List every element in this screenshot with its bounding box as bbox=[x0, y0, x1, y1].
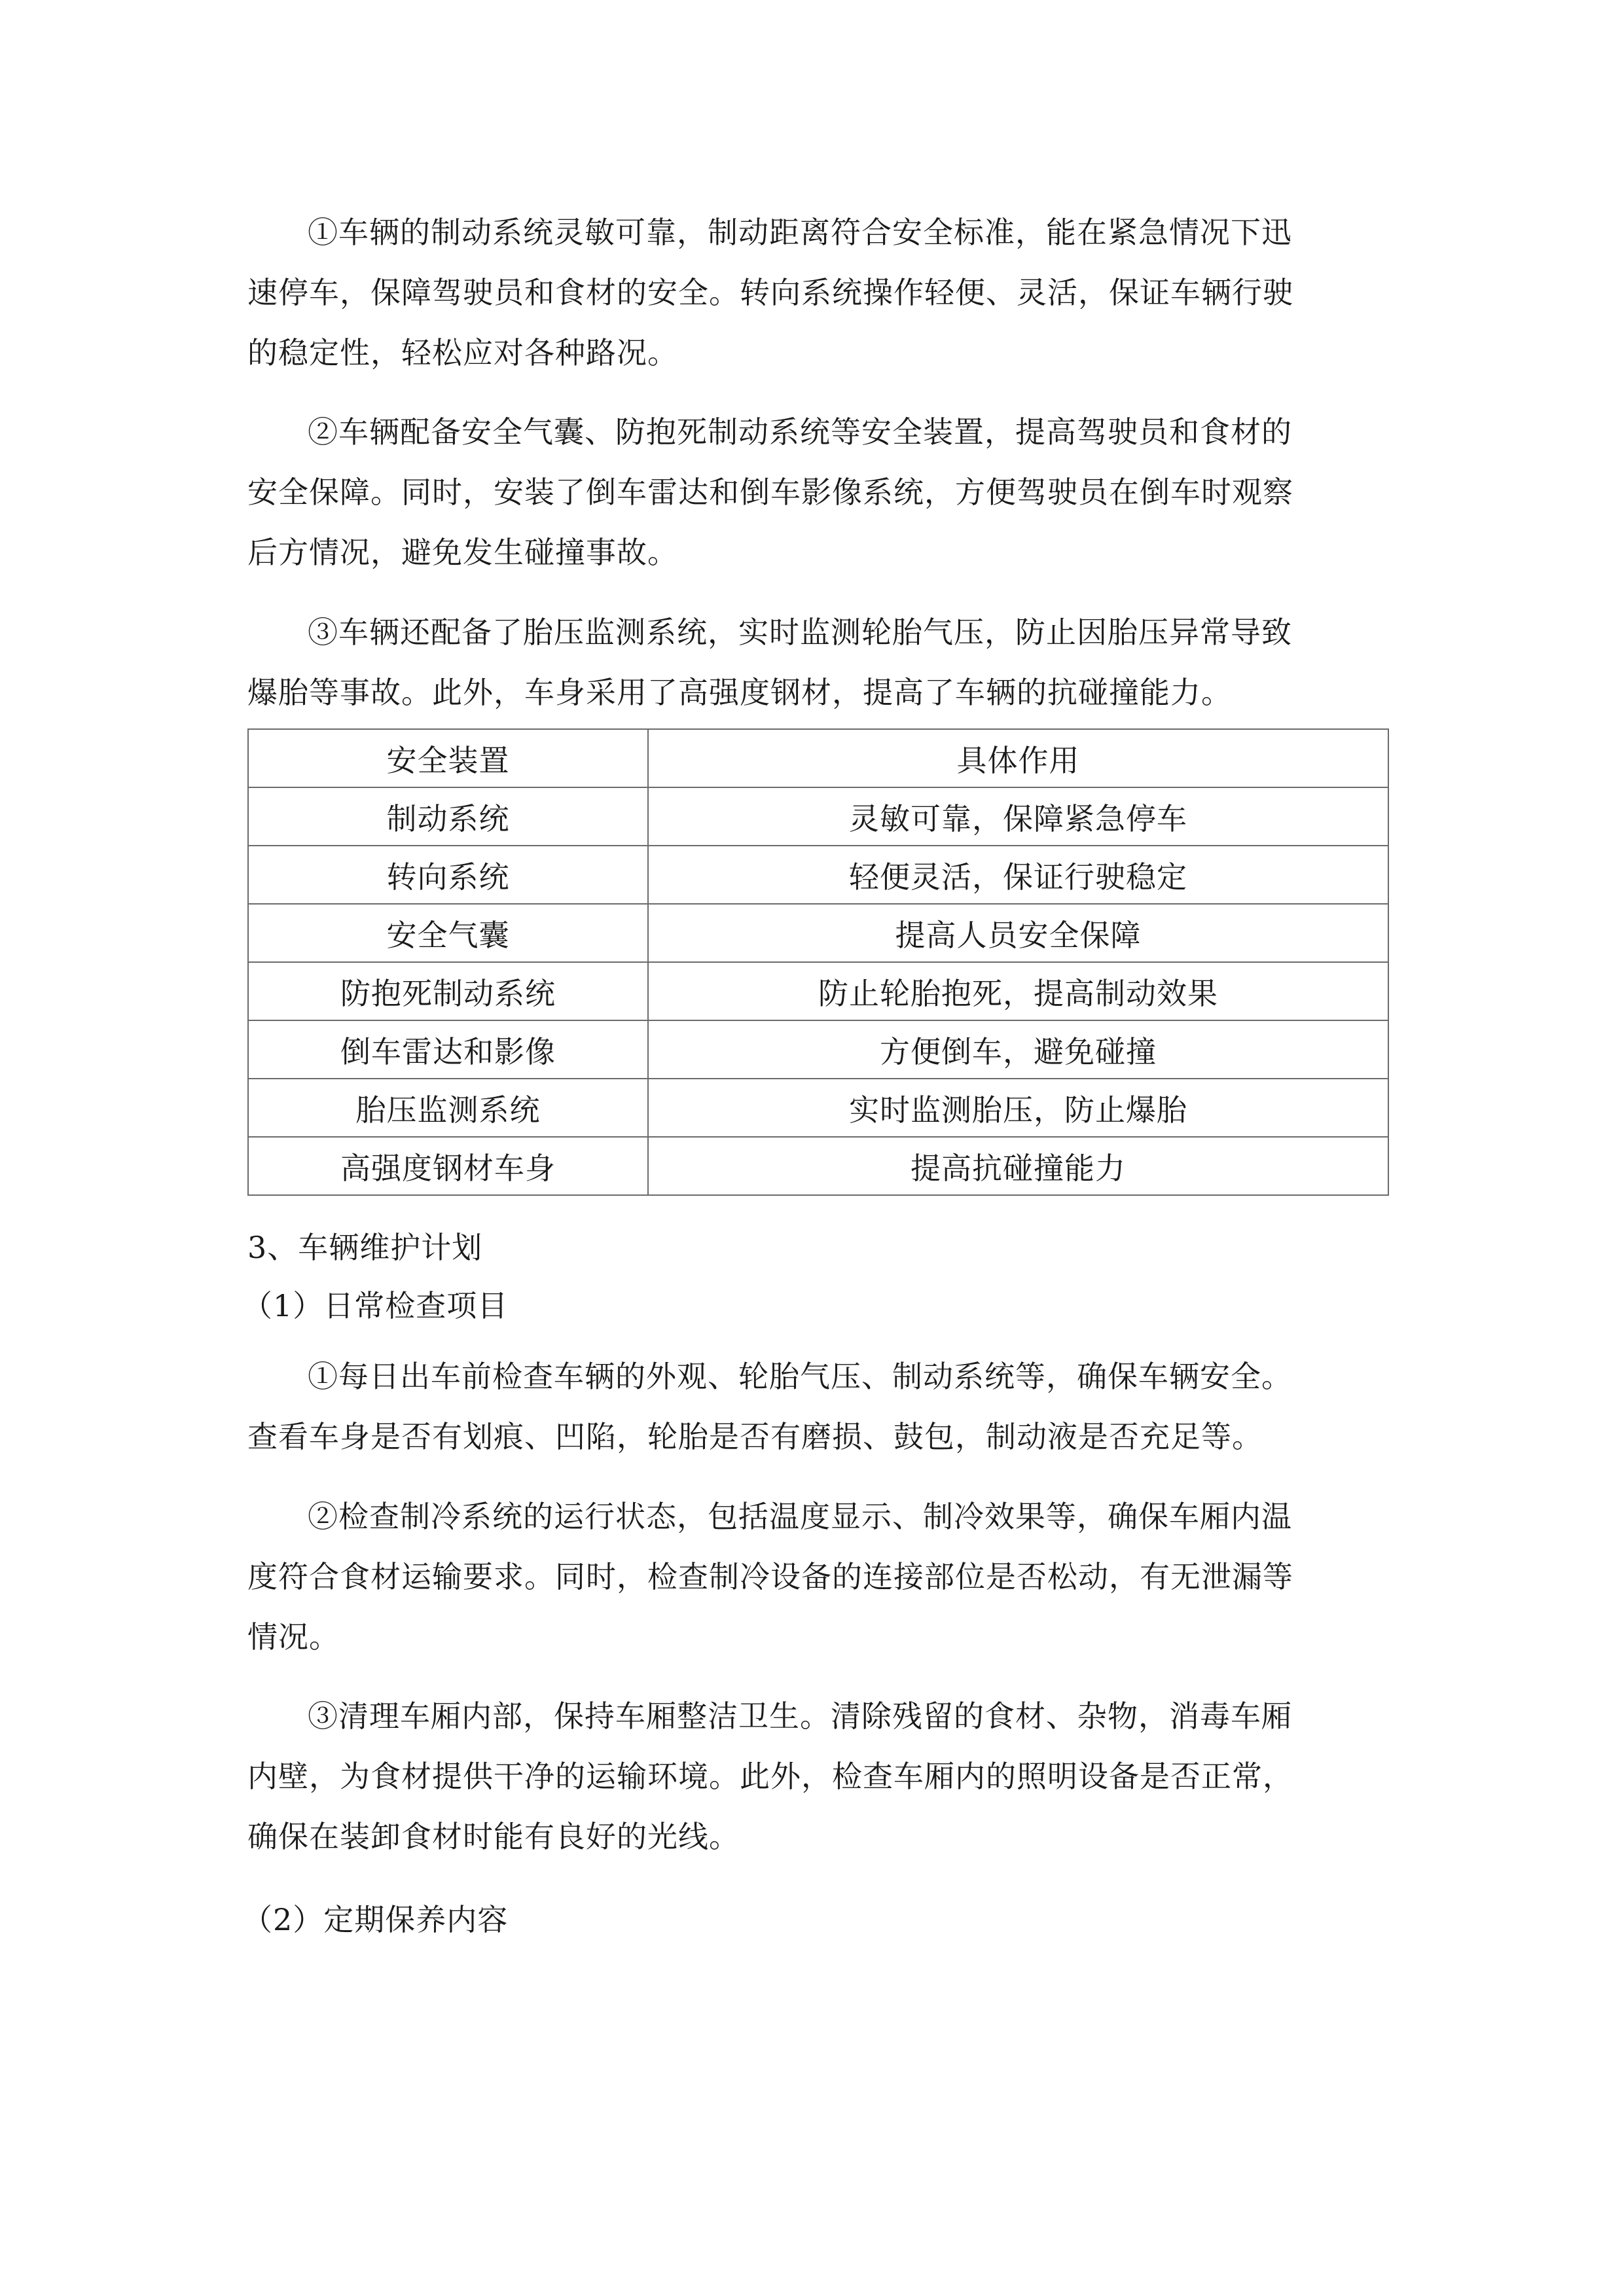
paragraph-brake-steering bbox=[247, 202, 1386, 383]
text-line: 速停车，保障驾驶员和食材的安全。转向系统操作轻便、灵活，保证车辆行驶 bbox=[247, 275, 1293, 310]
table-cell: 灵敏可靠，保障紧急停车 bbox=[648, 787, 1388, 846]
table-cell: 防抱死制动系统 bbox=[248, 962, 648, 1020]
text-line: 情况。 bbox=[247, 1619, 340, 1655]
table-header-cell: 具体作用 bbox=[648, 729, 1388, 787]
paragraph-refrigeration-check bbox=[247, 1486, 1386, 1667]
table-row bbox=[248, 787, 1388, 846]
table-cell: 转向系统 bbox=[248, 846, 648, 904]
table-cell: 高强度钢材车身 bbox=[248, 1137, 648, 1195]
table-cell: 安全气囊 bbox=[248, 904, 648, 962]
text-line: ②车辆配备安全气囊、防抱死制动系统等安全装置，提高驾驶员和食材的 bbox=[308, 414, 1292, 450]
table-cell: 提高抗碰撞能力 bbox=[648, 1137, 1388, 1195]
text-line: 度符合食材运输要求。同时，检查制冷设备的连接部位是否松动，有无泄漏等 bbox=[247, 1559, 1293, 1594]
table-cell: 方便倒车，避免碰撞 bbox=[648, 1020, 1388, 1079]
paragraph-tire-pressure bbox=[247, 602, 1386, 723]
table-cell: 实时监测胎压，防止爆胎 bbox=[648, 1079, 1388, 1137]
subheading-daily-inspection: （1）日常检查项目 bbox=[242, 1288, 509, 1323]
table-cell: 轻便灵活，保证行驶稳定 bbox=[648, 846, 1388, 904]
text-line: 后方情况，避免发生碰撞事故。 bbox=[247, 535, 678, 570]
table-cell: 胎压监测系统 bbox=[248, 1079, 648, 1137]
text-line: ③车辆还配备了胎压监测系统，实时监测轮胎气压，防止因胎压异常导致 bbox=[308, 615, 1292, 650]
table-row bbox=[248, 1079, 1388, 1137]
subheading-regular-maintenance: （2）定期保养内容 bbox=[242, 1902, 509, 1937]
text-line: 安全保障。同时，安装了倒车雷达和倒车影像系统，方便驾驶员在倒车时观察 bbox=[247, 475, 1293, 510]
text-line: ①每日出车前检查车辆的外观、轮胎气压、制动系统等，确保车辆安全。 bbox=[308, 1359, 1292, 1394]
table-cell: 倒车雷达和影像 bbox=[248, 1020, 648, 1079]
text-line: ③清理车厢内部，保持车厢整洁卫生。清除残留的食材、杂物，消毒车厢 bbox=[308, 1698, 1292, 1734]
paragraph-safety-equipment bbox=[247, 402, 1386, 583]
text-line: ②检查制冷系统的运行状态，包括温度显示、制冷效果等，确保车厢内温 bbox=[308, 1499, 1292, 1534]
text-line: 查看车身是否有划痕、凹陷，轮胎是否有磨损、鼓包，制动液是否充足等。 bbox=[247, 1419, 1263, 1454]
table-row bbox=[248, 1020, 1388, 1079]
table-row bbox=[248, 1137, 1388, 1195]
text-line: 内壁，为食材提供干净的运输环境。此外，检查车厢内的照明设备是否正常， bbox=[247, 1759, 1293, 1794]
table-row bbox=[248, 904, 1388, 962]
safety-equipment-table bbox=[247, 728, 1389, 1196]
table-cell: 制动系统 bbox=[248, 787, 648, 846]
table-header-row bbox=[248, 729, 1388, 787]
text-line: 确保在装卸食材时能有良好的光线。 bbox=[247, 1819, 740, 1854]
table-cell: 防止轮胎抱死，提高制动效果 bbox=[648, 962, 1388, 1020]
table-cell: 提高人员安全保障 bbox=[648, 904, 1388, 962]
table-header-cell: 安全装置 bbox=[248, 729, 648, 787]
text-line: 爆胎等事故。此外，车身采用了高强度钢材，提高了车辆的抗碰撞能力。 bbox=[247, 675, 1232, 710]
paragraph-daily-check bbox=[247, 1346, 1386, 1467]
table-row bbox=[248, 962, 1388, 1020]
paragraph-cleaning bbox=[247, 1686, 1386, 1867]
text-line: 的稳定性，轻松应对各种路况。 bbox=[247, 335, 678, 370]
table-row bbox=[248, 846, 1388, 904]
section-heading: 3、车辆维护计划 bbox=[247, 1230, 483, 1265]
text-line: ①车辆的制动系统灵敏可靠，制动距离符合安全标准，能在紧急情况下迅 bbox=[308, 215, 1292, 250]
